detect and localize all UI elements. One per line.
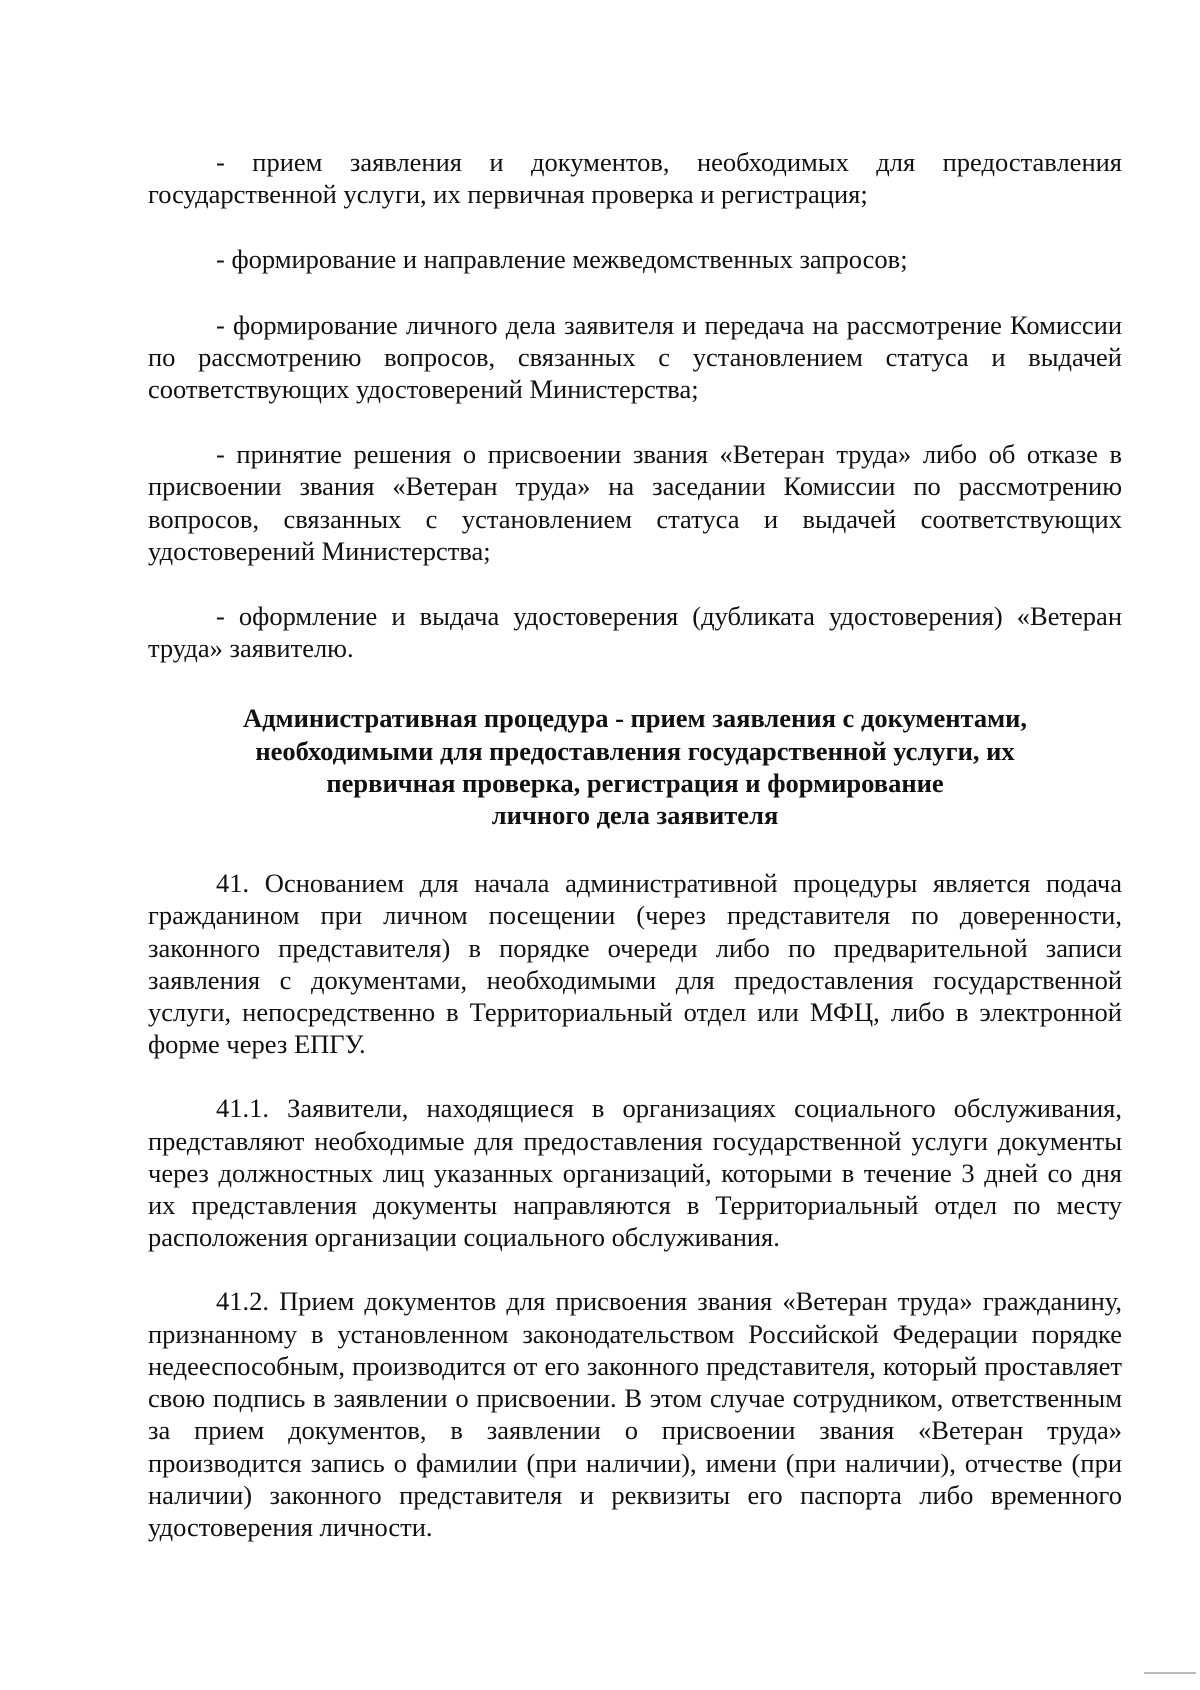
section-heading-line: необходимыми для предоставления государственной услуги, их [255,735,1015,766]
section-heading-line: личного дела заявителя [491,800,779,831]
section-heading-line: первичная проверка, регистрация и формирование [326,767,944,798]
list-item-reception: - прием заявления и документов, необходимых для предоставления государственной услуги, их первичная проверка и регистрация; [148,147,1122,210]
section-heading-line: Административная процедура - прием заявления с документами, [242,703,1028,734]
document-body [148,146,1122,1543]
clause-41: 41. Основанием для начала административной процедуры является подача гражданином при личном посещении (через представителя по доверенности, законного представителя) в порядке очереди либо по предварительной записи заявления с документами, необходимыми для предоставления государственной услуги, непосредственно в Территориальный отдел или МФЦ, либо в электронной форме через ЕПГУ. [148,868,1122,1060]
scan-edge-mark [1144,1672,1196,1674]
section-heading [148,702,1122,831]
clause-41-1: 41.1. Заявители, находящиеся в организациях социального обслуживания, представляют необходимые для предоставления государственной услуги документы через должностных лиц указанных организаций, которыми в течение 3 дней со дня их представления документы направляются в Территориальный отдел по месту расположения организации социального обслуживания. [148,1093,1122,1253]
list-item-issuance: - оформление и выдача удостоверения (дубликата удостоверения) «Ветеран труда» заявителю. [148,601,1122,664]
list-item-personal-file: - формирование личного дела заявителя и передача на рассмотрение Комиссии по рассмотрению вопросов, связанных с установлением статуса и выдачей соответствующих удостоверений Министерства; [148,309,1122,405]
list-item-decision: - принятие решения о присвоении звания «Ветеран труда» либо об отказе в присвоении звания «Ветеран труда» на заседании Комиссии по рассмотрению вопросов, связанных с установлением статуса и выдачей соответствующих удостоверений Министерства; [148,439,1122,566]
clause-41-2: 41.2. Прием документов для присвоения звания «Ветеран труда» гражданину, признанному в установленном законодательством Российской Федерации порядке недееспособным, производится от его законного представителя, который проставляет свою подпись в заявлении о присвоении. В этом случае сотрудником, ответственным за прием документов, в заявлении о присвоении звания «Ветеран труда» производится запись о фамилии (при наличии), имени (при наличии), отчестве (при наличии) законного представителя и реквизиты его паспорта либо временного удостоверения личности. [148,1286,1122,1542]
list-item-interagency-requests: - формирование и направление межведомственных запросов; [216,244,908,275]
